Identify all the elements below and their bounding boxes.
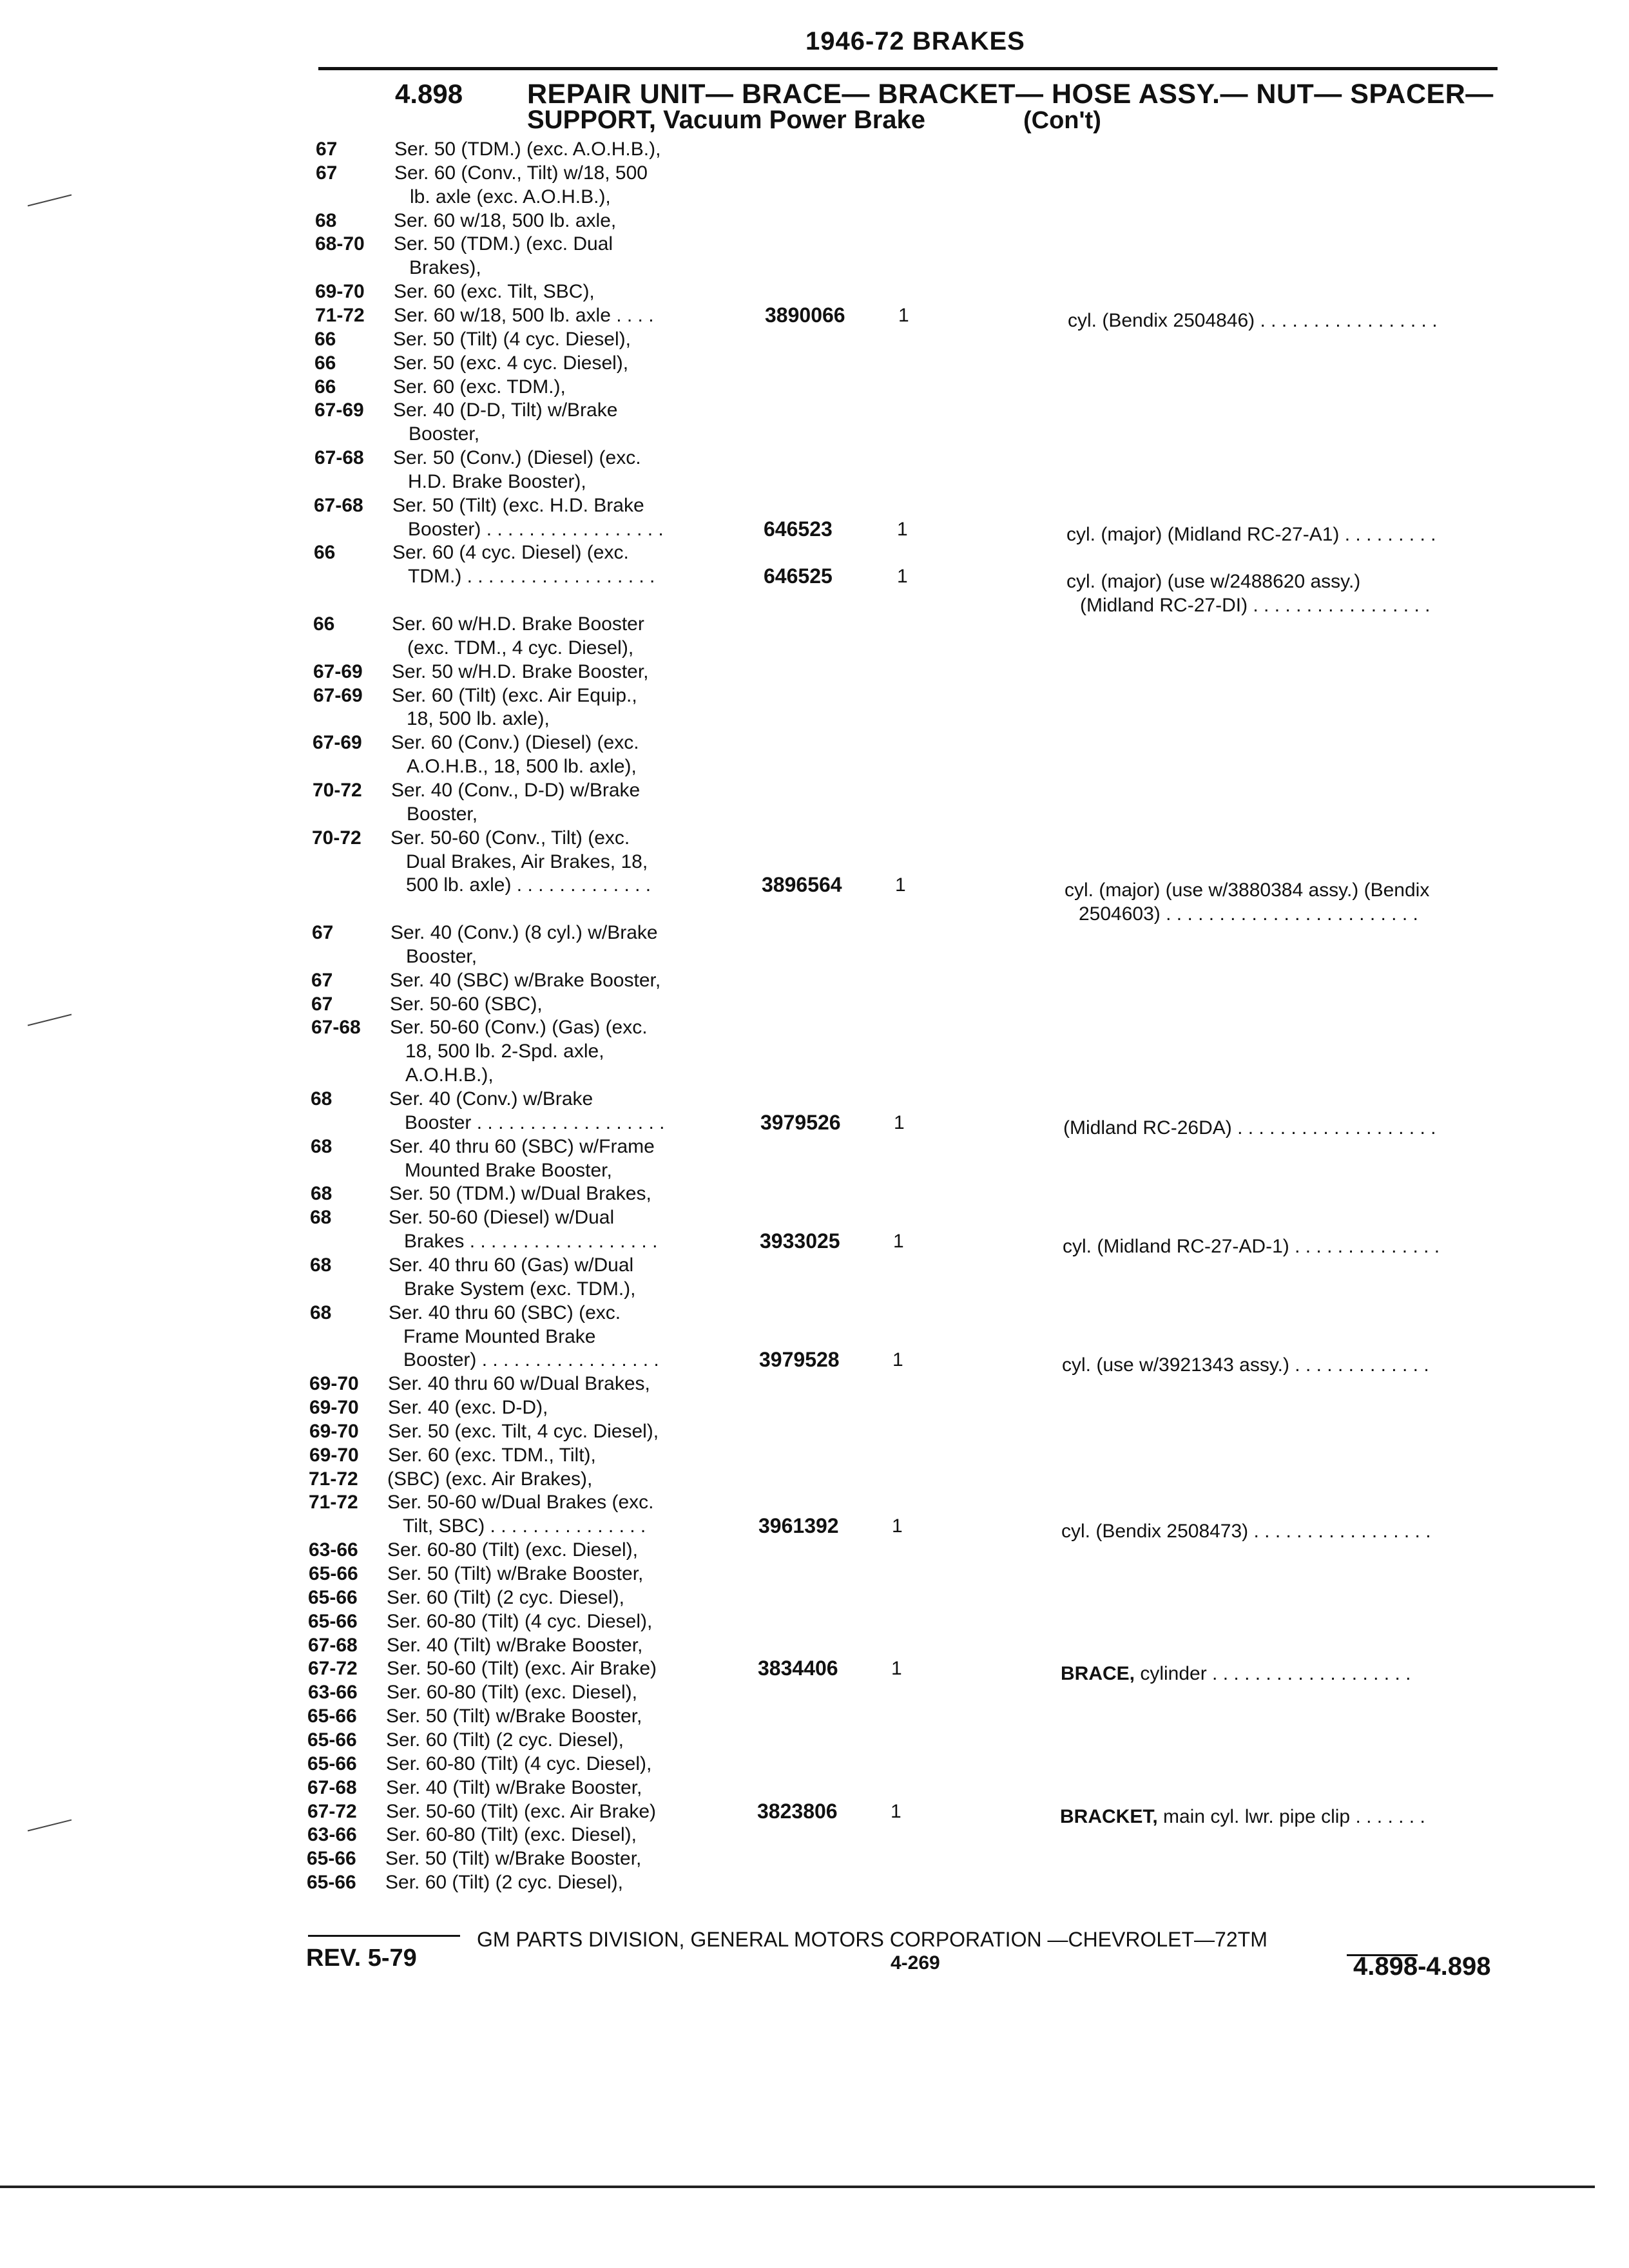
row-description — [1066, 524, 1436, 546]
footer-corporation: GM PARTS DIVISION, GENERAL MOTORS CORPORATION —CHEVROLET—72TM — [477, 1928, 1268, 1951]
row-application: Booster, — [406, 945, 477, 967]
row-application: Brake System (exc. TDM.), — [404, 1278, 636, 1300]
row-year: 68 — [310, 1207, 332, 1229]
row-description — [1062, 1354, 1429, 1376]
row-description-text: cyl. (major) (Midland RC-27-A1) . . . . . . . . . — [1066, 523, 1436, 545]
row-application: Ser. 50 (Tilt) w/Brake Booster, — [386, 1706, 642, 1727]
row-description-text: cyl. (major) (use w/2488620 assy.) — [1066, 571, 1361, 593]
row-year: 66 — [314, 352, 336, 374]
row-application: Ser. 50 (Tilt) (4 cyc. Diesel), — [393, 328, 631, 350]
row-quantity: 1 — [891, 1658, 902, 1680]
row-application: Ser. 60 (exc. TDM., Tilt), — [388, 1444, 596, 1466]
footer-revision: REV. 5-79 — [306, 1945, 417, 1972]
row-year: 67-68 — [314, 447, 364, 469]
row-description-heading: BRACE, — [1061, 1663, 1135, 1685]
row-year: 65-66 — [308, 1610, 358, 1632]
section-number: 4.898 — [395, 79, 463, 109]
row-application: Ser. 40 (Conv., D-D) w/Brake — [391, 779, 641, 801]
row-part-number: 3823806 — [757, 1799, 838, 1823]
row-application: Ser. 40 (Tilt) w/Brake Booster, — [386, 1776, 642, 1798]
row-description-text: cyl. (Midland RC-27-AD-1) . . . . . . . . . . . . . . — [1063, 1236, 1440, 1258]
row-year: 71-72 — [309, 1492, 358, 1514]
row-application: Ser. 40 thru 60 (SBC) w/Frame — [389, 1135, 655, 1157]
row-application: Ser. 50 (exc. Tilt, 4 cyc. Diesel), — [388, 1420, 659, 1442]
row-application: Ser. 60 w/H.D. Brake Booster — [392, 613, 644, 635]
row-application: 18, 500 lb. axle), — [407, 708, 550, 730]
row-year: 65-66 — [307, 1706, 357, 1727]
row-year: 66 — [313, 613, 335, 635]
row-application: Ser. 50 (Tilt) w/Brake Booster, — [387, 1563, 644, 1584]
row-year: 67-69 — [313, 684, 363, 706]
row-year: 68 — [311, 1088, 333, 1110]
row-year: 67-68 — [307, 1776, 357, 1798]
row-description-text: cylinder . . . . . . . . . . . . . . . . . . . — [1135, 1663, 1411, 1685]
row-description-text: (Midland RC-27-DI) . . . . . . . . . . . . . . . . . — [1080, 595, 1431, 617]
row-year: 65-66 — [309, 1563, 358, 1584]
row-application: Brakes . . . . . . . . . . . . . . . . . . — [404, 1231, 658, 1253]
row-year: 68 — [315, 209, 337, 231]
row-part-number: 646523 — [764, 517, 833, 541]
row-year: 68-70 — [315, 233, 365, 255]
row-application: Ser. 50 (TDM.) (exc. Dual — [394, 233, 613, 255]
footer-rule-left — [308, 1935, 460, 1937]
row-application: Ser. 40 (SBC) w/Brake Booster, — [390, 969, 661, 991]
row-year: 70-72 — [313, 779, 362, 801]
row-application: Ser. 60-80 (Tilt) (exc. Diesel), — [387, 1539, 638, 1561]
row-year: 69-70 — [309, 1373, 359, 1395]
row-application: Booster, — [409, 423, 480, 445]
row-year: 69-70 — [309, 1444, 359, 1466]
row-part-number: 3890066 — [765, 303, 845, 327]
row-year: 67 — [311, 993, 333, 1015]
row-year: 68 — [311, 1183, 333, 1205]
row-application: Ser. 60 (Conv.) (Diesel) (exc. — [391, 732, 639, 754]
row-application: Ser. 50 (exc. 4 cyc. Diesel), — [393, 352, 629, 374]
row-application: Ser. 60 (Conv., Tilt) w/18, 500 — [394, 162, 648, 184]
row-application: A.O.H.B.), — [405, 1064, 494, 1086]
row-year: 67-69 — [314, 399, 364, 421]
row-application: Ser. 40 (D-D, Tilt) w/Brake — [393, 399, 618, 421]
row-application: (exc. TDM., 4 cyc. Diesel), — [407, 637, 634, 658]
row-quantity: 1 — [891, 1800, 901, 1822]
row-description — [1061, 1521, 1431, 1542]
row-part-number: 3834406 — [758, 1657, 838, 1680]
row-year: 67 — [316, 139, 338, 160]
row-part-number: 3979528 — [759, 1348, 840, 1372]
row-description — [1065, 879, 1429, 901]
row-application: H.D. Brake Booster), — [408, 470, 586, 492]
row-application: Brakes), — [409, 257, 481, 279]
row-part-number: 646525 — [764, 564, 833, 588]
row-year: 65-66 — [307, 1753, 357, 1774]
row-application: Ser. 60 (Tilt) (2 cyc. Diesel), — [387, 1586, 624, 1608]
row-year: 71-72 — [309, 1468, 358, 1490]
row-application: Ser. 60-80 (Tilt) (4 cyc. Diesel), — [386, 1753, 652, 1774]
row-year: 67-69 — [313, 732, 362, 754]
row-description-heading: BRACKET, — [1060, 1805, 1158, 1827]
row-application: 500 lb. axle) . . . . . . . . . . . . . — [406, 874, 651, 896]
page-title: 1946-72 BRAKES — [805, 27, 1025, 55]
row-year: 63-66 — [307, 1824, 357, 1846]
row-application: Ser. 50-60 (Conv.) (Gas) (exc. — [390, 1017, 648, 1039]
row-application: Booster, — [407, 803, 478, 825]
row-year: 68 — [310, 1254, 332, 1276]
row-year: 65-66 — [307, 1729, 357, 1751]
row-part-number: 3896564 — [762, 873, 842, 897]
row-description-text: cyl. (Bendix 2504846) . . . . . . . . . . . . . . . . . — [1068, 309, 1438, 331]
row-year: 69-70 — [309, 1420, 359, 1442]
row-year: 67-68 — [308, 1634, 358, 1656]
row-application: Booster) . . . . . . . . . . . . . . . . . — [403, 1349, 659, 1371]
row-description-text: cyl. (use w/3921343 assy.) . . . . . . . . . . . . . — [1062, 1354, 1429, 1376]
row-application: Ser. 40 (Tilt) w/Brake Booster, — [387, 1634, 643, 1656]
row-application: Ser. 60 (4 cyc. Diesel) (exc. — [392, 542, 629, 564]
row-application: Ser. 50 (Tilt) (exc. H.D. Brake — [392, 494, 644, 516]
row-year: 67 — [312, 922, 334, 944]
row-application: Ser. 60 w/18, 500 lb. axle, — [394, 209, 617, 231]
row-description — [1066, 571, 1360, 593]
row-year: 69-70 — [309, 1397, 359, 1419]
row-part-number: 3961392 — [758, 1514, 839, 1538]
row-year: 63-66 — [308, 1682, 358, 1704]
row-application: Ser. 50 w/H.D. Brake Booster, — [392, 660, 649, 682]
row-application: A.O.H.B., 18, 500 lb. axle), — [407, 756, 637, 778]
row-year: 66 — [314, 542, 336, 564]
footer-section-range: 4.898-4.898 — [1353, 1952, 1491, 1981]
page-bottom-rule — [0, 2186, 1595, 2188]
row-application: Booster) . . . . . . . . . . . . . . . . . — [408, 518, 664, 540]
row-application: Ser. 40 thru 60 w/Dual Brakes, — [388, 1373, 650, 1395]
row-description — [1061, 1663, 1411, 1685]
row-application: Ser. 40 (exc. D-D), — [388, 1397, 548, 1419]
row-application: Ser. 50 (TDM.) (exc. A.O.H.B.), — [394, 139, 661, 160]
row-year: 67-68 — [311, 1017, 361, 1039]
row-application: 18, 500 lb. 2-Spd. axle, — [405, 1041, 604, 1062]
row-year: 65-66 — [307, 1848, 356, 1870]
row-application: Ser. 50-60 w/Dual Brakes (exc. — [387, 1492, 654, 1514]
row-description-text: (Midland RC-26DA) . . . . . . . . . . . . . . . . . . . — [1063, 1117, 1436, 1139]
row-year: 71-72 — [315, 304, 365, 326]
row-year: 67-69 — [313, 660, 363, 682]
row-year: 67 — [316, 162, 338, 184]
row-year: 70-72 — [312, 827, 361, 849]
row-description — [1080, 595, 1430, 617]
row-application: Frame Mounted Brake — [403, 1325, 596, 1347]
section-continued: (Con't) — [1023, 107, 1101, 134]
row-application: Ser. 60-80 (Tilt) (exc. Diesel), — [387, 1682, 637, 1704]
row-application: Ser. 60 (Tilt) (2 cyc. Diesel), — [385, 1872, 623, 1894]
row-description-text: main cyl. lwr. pipe clip . . . . . . . — [1157, 1805, 1425, 1827]
row-description — [1068, 310, 1438, 332]
row-quantity: 1 — [897, 566, 908, 588]
row-application: lb. axle (exc. A.O.H.B.), — [410, 186, 611, 207]
row-quantity: 1 — [894, 1111, 905, 1133]
row-year: 68 — [311, 1135, 333, 1157]
row-application: Ser. 50 (TDM.) w/Dual Brakes, — [389, 1183, 651, 1205]
row-quantity: 1 — [892, 1515, 903, 1537]
row-description-text: 2504603) . . . . . . . . . . . . . . . . . . . . . . . . — [1079, 903, 1418, 925]
row-year: 69-70 — [315, 281, 365, 303]
row-application: Dual Brakes, Air Brakes, 18, — [406, 850, 648, 872]
row-description — [1063, 1117, 1436, 1139]
row-application: Ser. 50 (Conv.) (Diesel) (exc. — [393, 447, 641, 469]
row-application: Booster . . . . . . . . . . . . . . . . . . — [405, 1111, 665, 1133]
row-application: Tilt, SBC) . . . . . . . . . . . . . . . — [403, 1515, 646, 1537]
row-application: Ser. 60 (Tilt) (2 cyc. Diesel), — [386, 1729, 624, 1751]
row-application: Ser. 60 (exc. Tilt, SBC), — [394, 281, 595, 303]
row-year: 68 — [310, 1302, 332, 1323]
row-year: 67-72 — [308, 1658, 358, 1680]
section-title-line2: SUPPORT, Vacuum Power Brake — [527, 106, 926, 134]
row-year: 63-66 — [309, 1539, 358, 1561]
row-application: Ser. 60 (Tilt) (exc. Air Equip., — [392, 684, 637, 706]
row-application: Ser. 40 (Conv.) w/Brake — [389, 1088, 593, 1110]
row-year: 67-72 — [307, 1800, 357, 1822]
row-application: Ser. 50-60 (Conv., Tilt) (exc. — [390, 827, 630, 849]
row-application: Ser. 50-60 (Diesel) w/Dual — [389, 1207, 615, 1229]
row-quantity: 1 — [897, 518, 908, 540]
row-year: 65-66 — [307, 1872, 356, 1894]
row-application: Ser. 60-80 (Tilt) (exc. Diesel), — [386, 1824, 637, 1846]
section-title-line1: REPAIR UNIT— BRACE— BRACKET— HOSE ASSY.— NUT— SPACER— — [527, 79, 1494, 110]
footer-page-number: 4-269 — [891, 1952, 940, 1974]
row-description-text: cyl. (Bendix 2508473) . . . . . . . . . . . . . . . . . — [1061, 1521, 1431, 1542]
row-application: Ser. 50-60 (Tilt) (exc. Air Brake) — [386, 1800, 657, 1822]
row-quantity: 1 — [893, 1231, 904, 1253]
row-description — [1060, 1806, 1425, 1828]
row-description — [1063, 1236, 1440, 1258]
row-application: (SBC) (exc. Air Brakes), — [387, 1468, 593, 1490]
row-application: Ser. 50-60 (SBC), — [390, 993, 543, 1015]
row-quantity: 1 — [895, 874, 906, 896]
row-application: Ser. 40 thru 60 (Gas) w/Dual — [389, 1254, 634, 1276]
row-application: TDM.) . . . . . . . . . . . . . . . . . . — [408, 566, 655, 588]
row-year: 66 — [314, 328, 336, 350]
row-quantity: 1 — [898, 304, 909, 326]
row-year: 67 — [311, 969, 333, 991]
row-application: Ser. 40 (Conv.) (8 cyl.) w/Brake — [390, 922, 658, 944]
row-application: Mounted Brake Booster, — [405, 1159, 612, 1181]
row-application: Ser. 50 (Tilt) w/Brake Booster, — [385, 1848, 642, 1870]
row-description — [1079, 903, 1418, 925]
row-year: 65-66 — [308, 1586, 358, 1608]
row-part-number: 3979526 — [760, 1110, 841, 1134]
row-year: 67-68 — [314, 494, 363, 516]
row-application: Ser. 60 (exc. TDM.), — [393, 376, 566, 398]
row-description-text: cyl. (major) (use w/3880384 assy.) (Bendix — [1065, 879, 1430, 901]
row-part-number: 3933025 — [760, 1229, 840, 1253]
row-application: Ser. 60 w/18, 500 lb. axle . . . . — [394, 304, 654, 326]
row-quantity: 1 — [892, 1349, 903, 1371]
row-application: Ser. 40 thru 60 (SBC) (exc. — [389, 1302, 621, 1323]
row-application: Ser. 50-60 (Tilt) (exc. Air Brake) — [387, 1658, 657, 1680]
row-application: Ser. 60-80 (Tilt) (4 cyc. Diesel), — [387, 1610, 653, 1632]
row-year: 66 — [314, 376, 336, 398]
